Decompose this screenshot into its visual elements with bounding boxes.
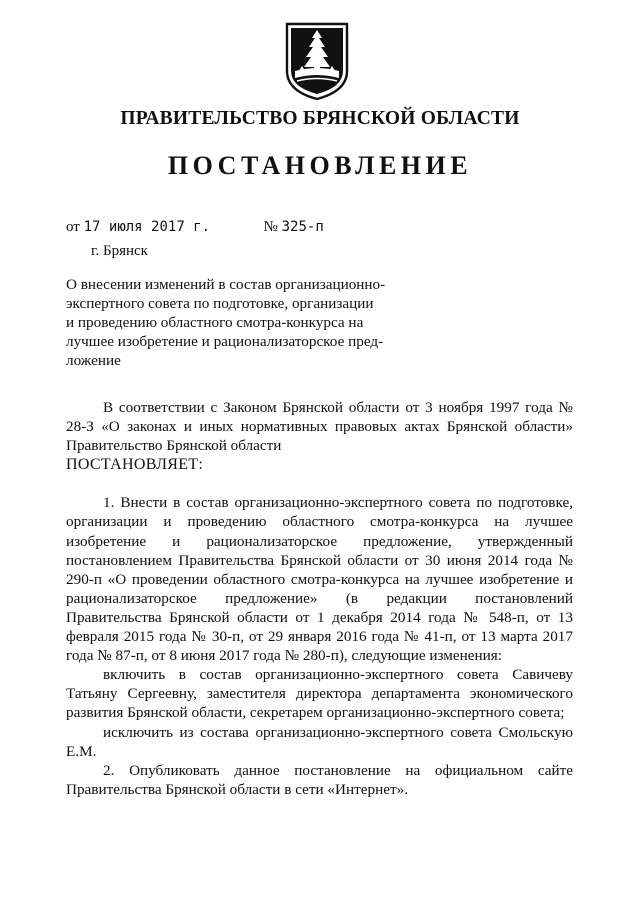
item-2-paragraph: 2. Опубликовать данное постановление на официальном сайте Правительства Брянской области в сети «Интернет». [66, 761, 573, 798]
bryansk-coat-of-arms-icon [283, 21, 351, 101]
include-paragraph: включить в состав организационно-экспертного совета Савичеву Татьяну Сергеевну, заместителя директора департамента экономического развития Брянской области, секретарем организационно-экспертного совета; [66, 666, 573, 722]
document-date: 17 июля 2017 г. [83, 219, 211, 235]
number-prefix: № [263, 219, 278, 235]
decree-word: ПОСТАНОВЛЯЕТ: [66, 456, 204, 474]
subject-line: и проведению областного смотра-конкурса на [66, 314, 364, 331]
subject-line: ложение [66, 352, 121, 369]
document-subject [66, 275, 391, 370]
date-number-line [66, 219, 324, 236]
item-1-paragraph: 1. Внести в состав организационно-экспертного совета по подготовке, организации и проведению областного смотра-конкурса на лучшее изобретение и рационализаторское предложение, утвержденный постановлением Правительства Брянской области от 30 июня 2014 года № 290-п «О проведении областного смотра-конкурса на лучшее изобретение и рационализаторское предложение» (в редакции постановлений Правительства Брянской области от 1 декабря 2014 года № 548-п, от 13 февраля 2015 года № 30-п, от 29 января 2016 года № 41-п, от 13 марта 2017 года № 87-п, от 8 июня 2017 года № 280-п), следующие изменения: [66, 494, 573, 665]
document-number: 325-п [281, 219, 324, 235]
city: г. Брянск [91, 243, 148, 259]
subject-line: экспертного совета по подготовке, организации [66, 295, 374, 312]
government-name: ПРАВИТЕЛЬСТВО БРЯНСКОЙ ОБЛАСТИ [120, 108, 520, 129]
date-prefix: от [66, 219, 80, 235]
subject-line: О внесении изменений в состав организационно- [66, 276, 386, 293]
preamble-paragraph: В соответствии с Законом Брянской области от 3 ноября 1997 года № 28-З «О законах и иных нормативных правовых актах Брянской области» Правительство Брянской области [66, 399, 573, 455]
document-type-title: ПОСТАНОВЛЕНИЕ [167, 151, 473, 180]
subject-line: лучшее изобретение и рационализаторское пред- [66, 333, 384, 350]
exclude-paragraph: исключить из состава организационно-экспертного совета Смольскую Е.М. [66, 723, 573, 760]
document-body [66, 398, 573, 799]
